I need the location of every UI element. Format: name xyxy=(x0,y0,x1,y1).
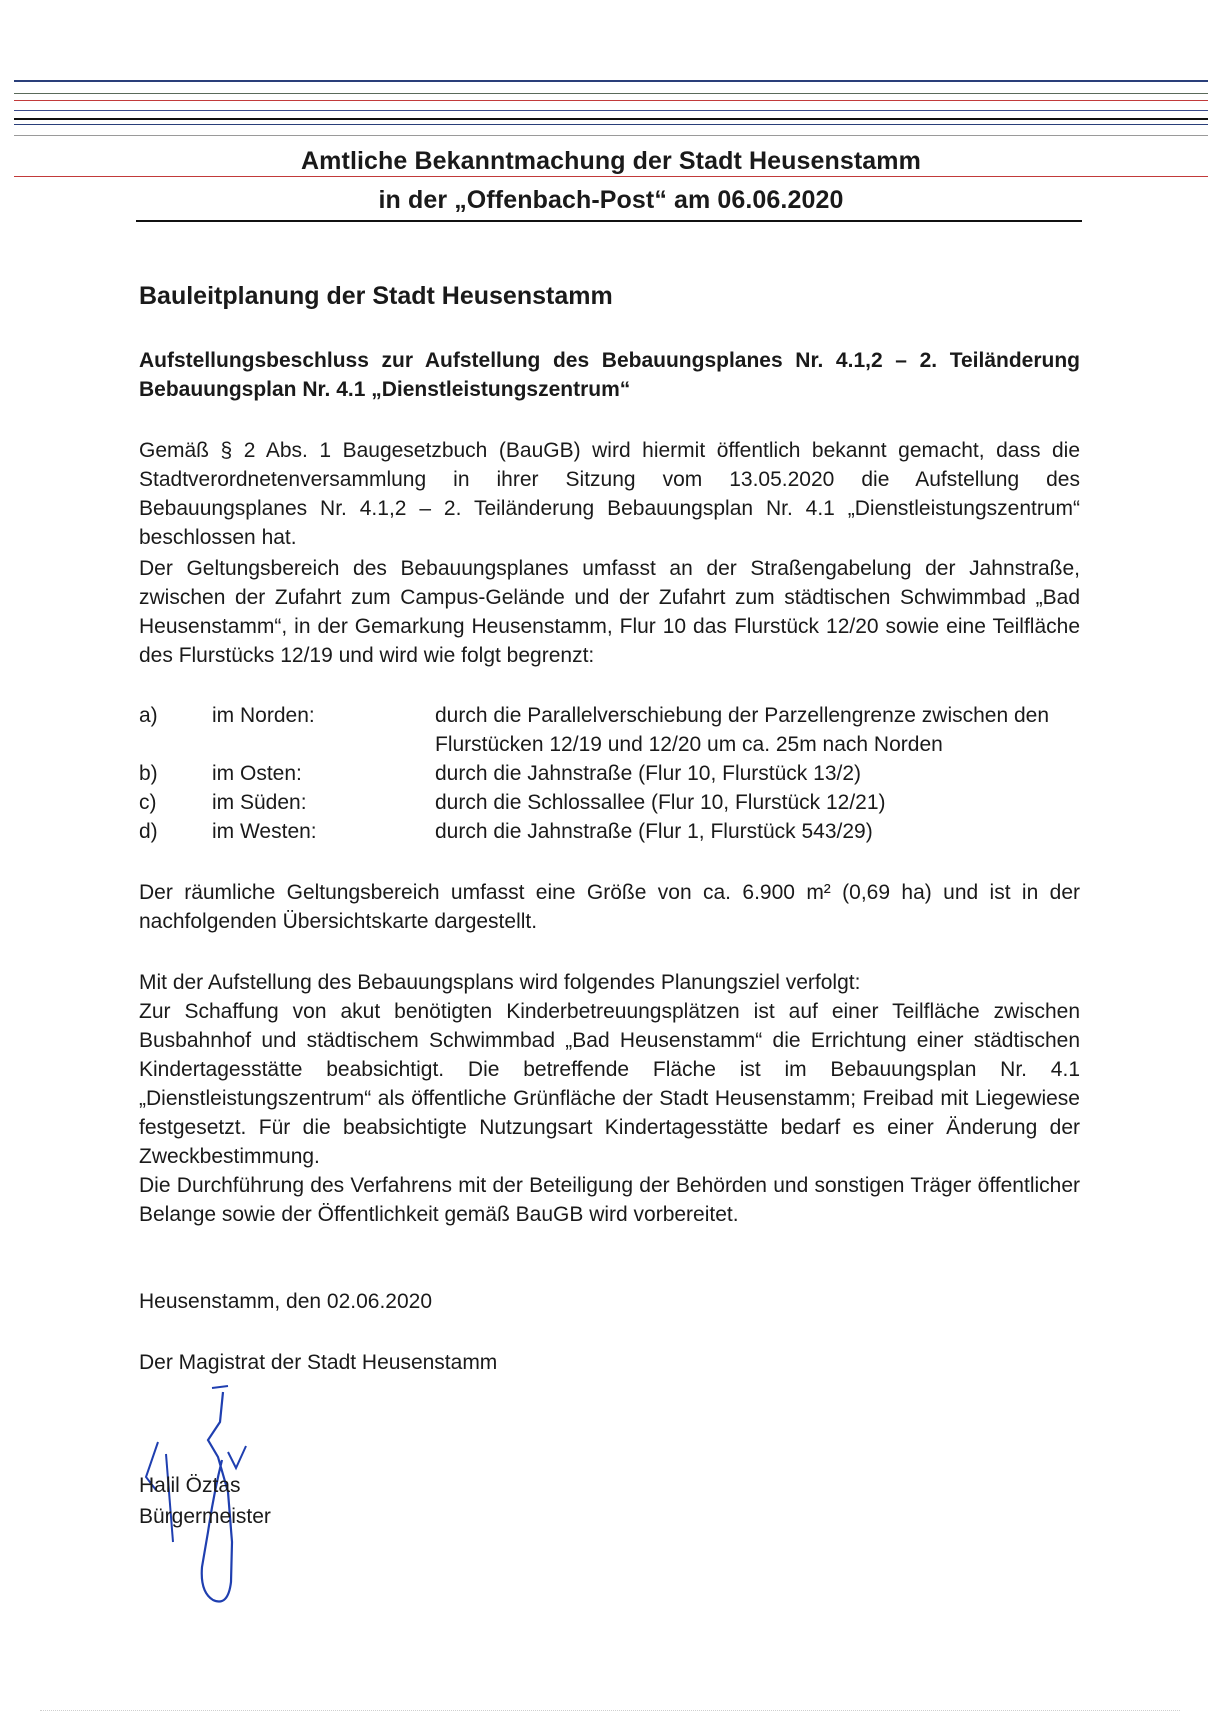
signer-name: Halil Öztas xyxy=(139,1474,241,1497)
paragraph-3-text: Der räumliche Geltungsbereich umfasst eine Größe von ca. 6.900 m² (0,69 ha) und ist in der nachfolgenden Übersichtskarte dargestellt. xyxy=(139,881,1080,933)
boundary-direction: im Norden: xyxy=(212,704,315,727)
authority: Der Magistrat der Stadt Heusenstamm xyxy=(139,1351,498,1374)
boundary-text: durch die Jahnstraße (Flur 10, Flurstück 13/2) xyxy=(435,762,862,785)
paragraph-area xyxy=(139,878,1080,936)
boundary-direction: im Süden: xyxy=(212,791,307,814)
header-rule-blue-2 xyxy=(14,110,1208,111)
boundary-direction: im Osten: xyxy=(212,762,302,785)
boundary-text-line: durch die Parallelverschiebung der Parzellengrenze zwischen den xyxy=(435,704,1050,727)
boundary-letter: c) xyxy=(139,791,157,814)
header-rule-blue xyxy=(14,80,1208,82)
notice-publication: in der „Offenbach-Post“ am 06.06.2020 xyxy=(378,186,844,214)
notice-title: Amtliche Bekanntmachung der Stadt Heusenstamm xyxy=(301,147,921,175)
section-title: Bauleitplanung der Stadt Heusenstamm xyxy=(139,282,613,310)
signer-title: Bürgermeister xyxy=(139,1505,271,1528)
paragraph-4-end: Die Durchführung des Verfahrens mit der Beteiligung der Behörden und sonstigen Träger öffentlicher Belange sowie der Öffentlichkeit gemäß BauGB wird vorbereitet. xyxy=(139,1174,1080,1226)
boundary-text: durch die Jahnstraße (Flur 1, Flurstück 543/29) xyxy=(435,820,873,843)
subject-heading xyxy=(139,346,1080,404)
header-rule-gray xyxy=(14,93,1208,94)
boundary-text: durch die Schlossallee (Flur 10, Flurstück 12/21) xyxy=(435,791,886,814)
boundary-direction: im Westen: xyxy=(212,820,317,843)
header-rule-red xyxy=(14,100,1208,101)
paragraph-1-text: Gemäß § 2 Abs. 1 Baugesetzbuch (BauGB) wird hiermit öffentlich bekannt gemacht, dass die Stadtverordnetenversammlung in ihrer Sitzung vom 13.05.2020 die Aufstellung des Bebauungsplanes Nr. 4.1,2 – 2. Teiländerung Bebauungsplan Nr. 4.1 „Dienstleistungszentrum“ beschlossen hat. xyxy=(139,439,1080,549)
boundary-letter: b) xyxy=(139,762,158,785)
paragraph-2-text: Der Geltungsbereich des Bebauungsplanes umfasst an der Straßengabelung der Jahnstraße, zwischen der Zufahrt zum Campus-Gelände und der Zufahrt zum städtischen Schwimmbad „Bad Heusenstamm“, in der Gemarkung Heusenstamm, Flur 10 das Flurstück 12/20 sowie eine Teilfläche des Flurstücks 12/19 und wird wie folgt begrenzt: xyxy=(139,557,1080,667)
paragraph-4-intro: Mit der Aufstellung des Bebauungsplans wird folgendes Planungsziel verfolgt: xyxy=(139,971,861,994)
title-underline xyxy=(136,220,1082,222)
place-date: Heusenstamm, den 02.06.2020 xyxy=(139,1290,433,1313)
header-rule-blue-3 xyxy=(14,124,1208,125)
boundary-text-line: Flurstücken 12/19 und 12/20 um ca. 25m nach Norden xyxy=(435,733,943,756)
header-rule-black xyxy=(14,118,1208,120)
paragraph-scope xyxy=(139,554,1080,670)
signer-block xyxy=(139,1470,271,1532)
boundary-text xyxy=(435,701,1055,759)
footer-scan-artifact xyxy=(40,1710,1180,1711)
paragraph-announcement xyxy=(139,436,1080,552)
paragraph-planning-goal xyxy=(139,968,1080,1229)
boundary-letter: a) xyxy=(139,704,158,727)
boundary-letter: d) xyxy=(139,820,158,843)
subject-text: Aufstellungsbeschluss zur Aufstellung des Bebauungsplanes Nr. 4.1,2 – 2. Teiländerung Bebauungsplan Nr. 4.1 „Dienstleistungszentrum“ xyxy=(139,349,1080,401)
header-rule-gray-2 xyxy=(14,135,1208,136)
paragraph-4-body: Zur Schaffung von akut benötigten Kinderbetreuungsplätzen ist auf einer Teilfläche zwischen Busbahnhof und städtischem Schwimmbad „Bad Heusenstamm“ die Errichtung einer städtischen Kindertagesstätte beabsichtigt. Die betreffende Fläche ist im Bebauungsplan Nr. 4.1 „Dienstleistungszentrum“ als öffentliche Grünfläche der Stadt Heusenstamm; Freibad mit Liegewiese festgesetzt. Für die beabsichtigte Nutzungsart Kindertagesstätte bedarf es einer Änderung der Zweckbestimmung. xyxy=(139,1000,1080,1168)
header-rule-red-2 xyxy=(14,176,1208,177)
